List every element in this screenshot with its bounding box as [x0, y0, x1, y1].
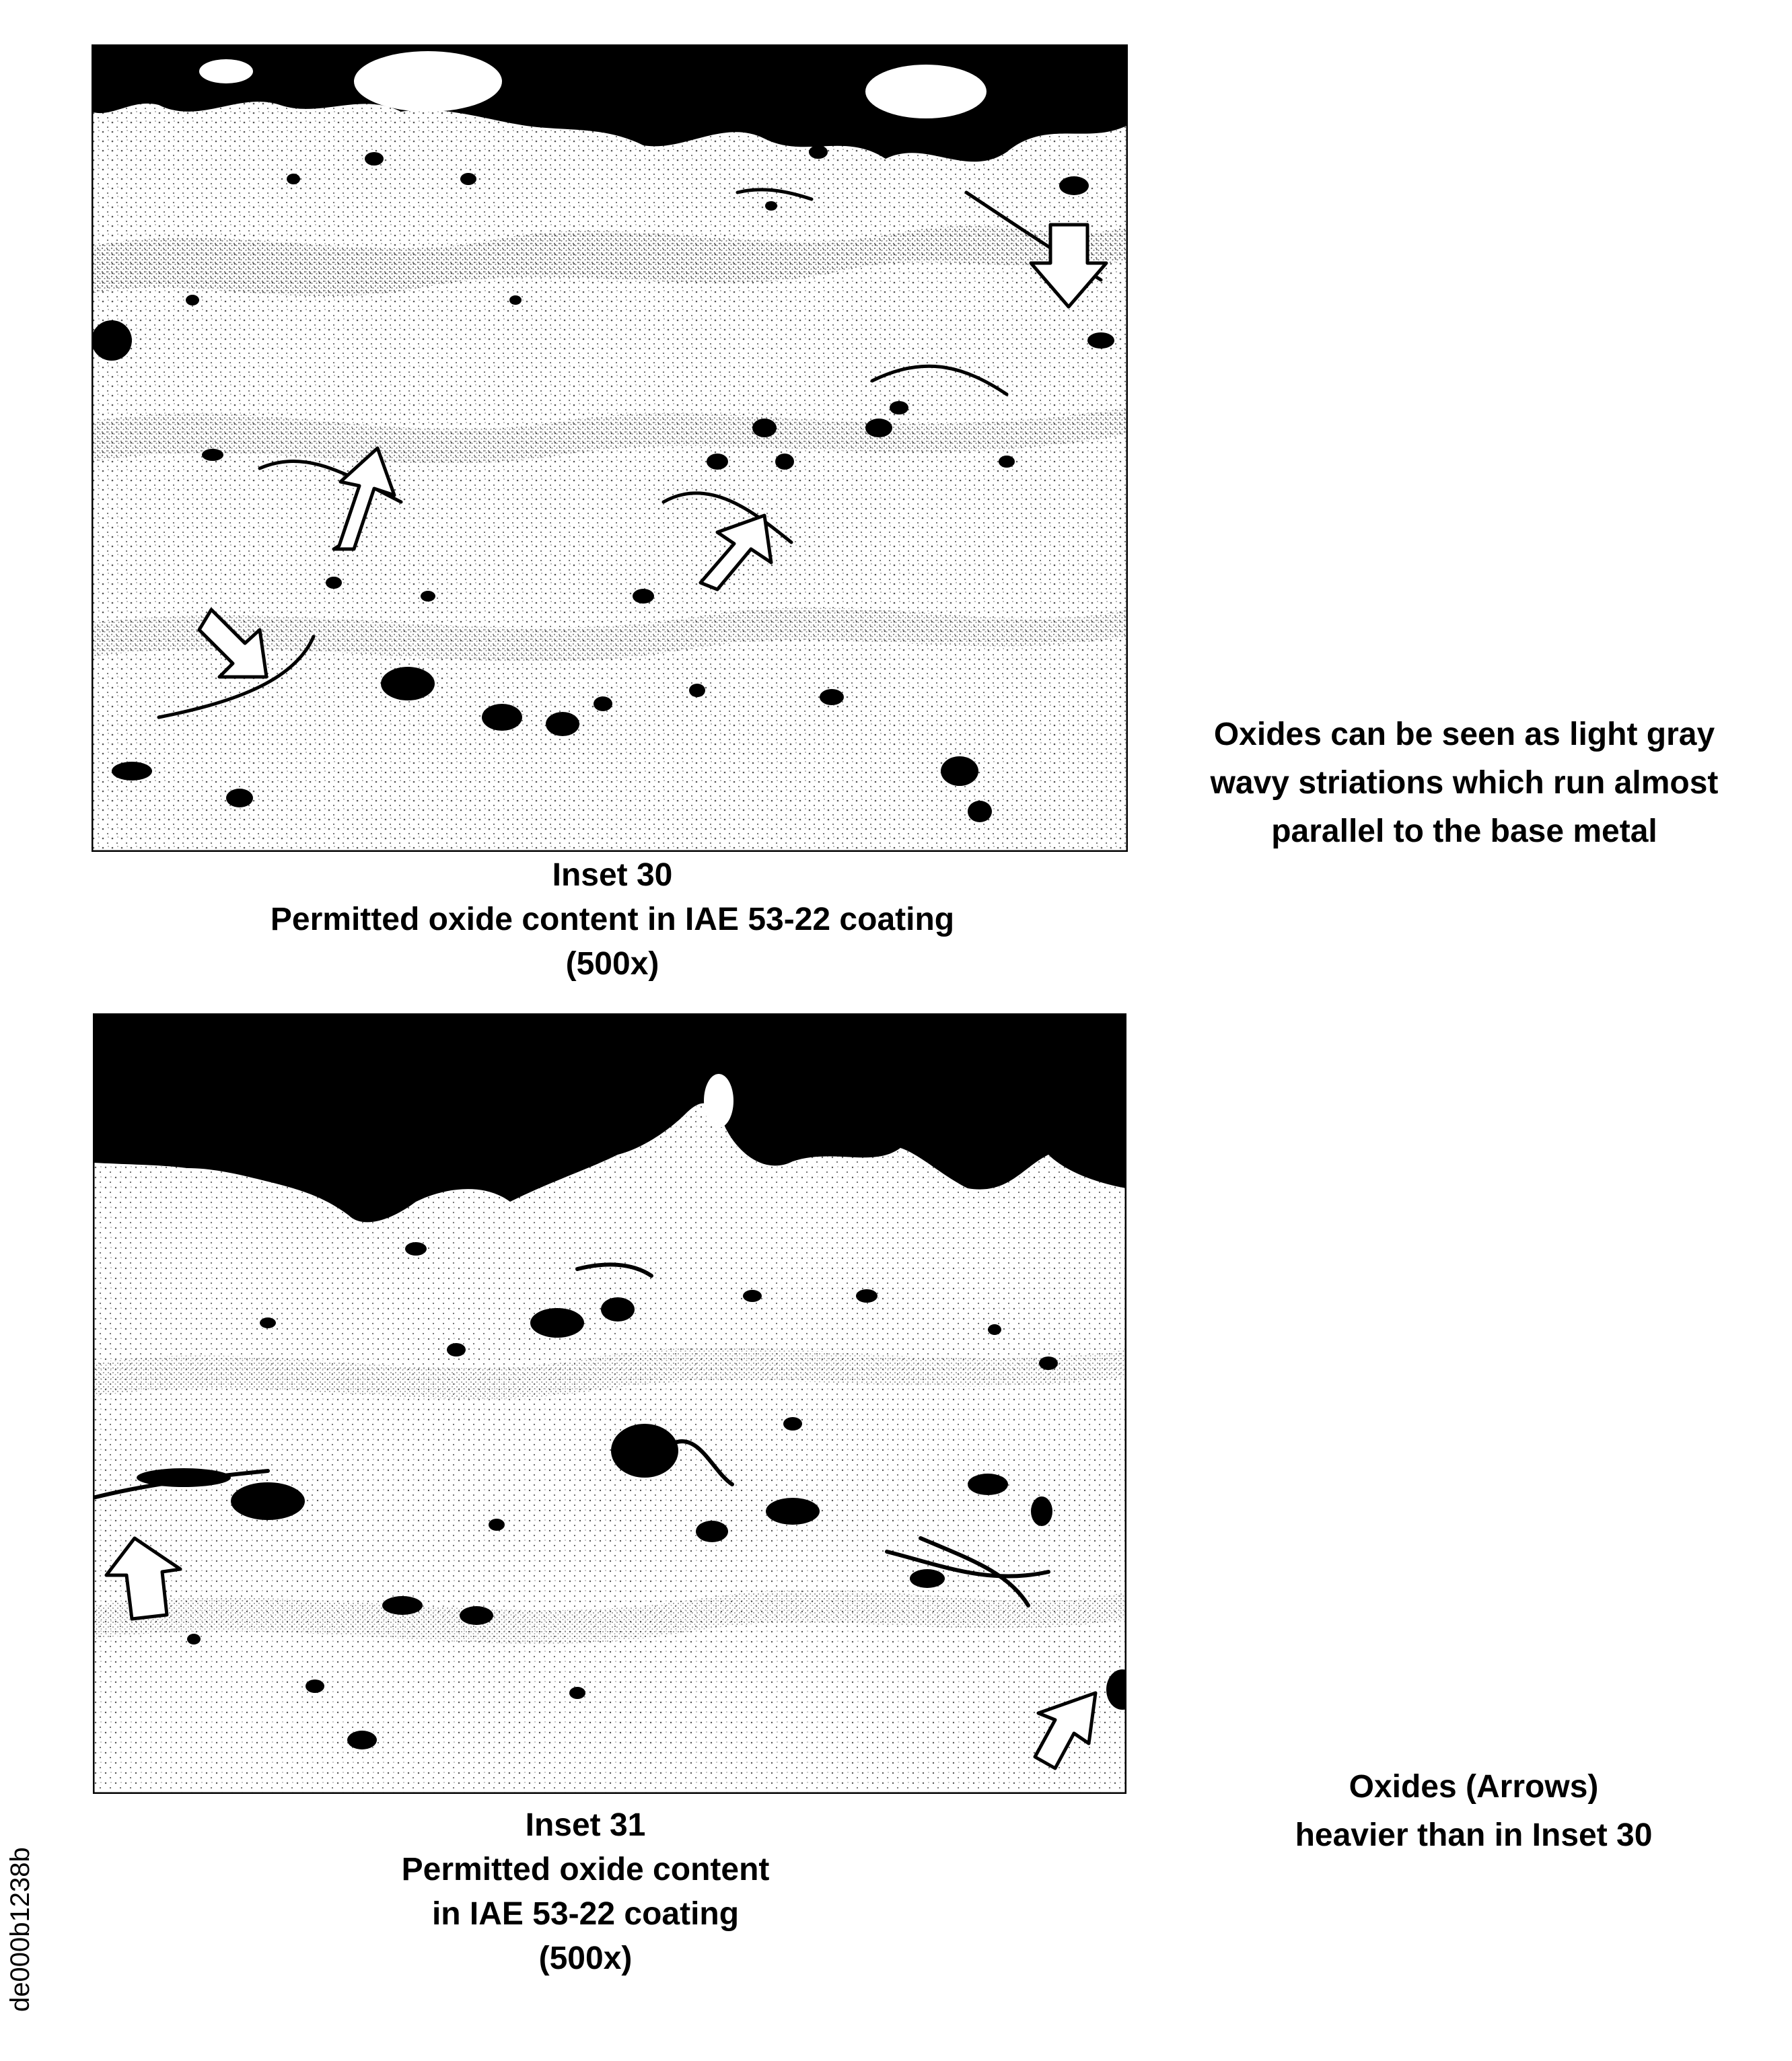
inset-31-title: Inset 31	[525, 1807, 646, 1843]
inset-30-caption	[155, 853, 1070, 986]
inset-31-caption	[296, 1803, 875, 1981]
inset-30-note-line-1: Oxides can be seen as light gray	[1213, 717, 1715, 752]
inset-30-note-line-2: wavy striations which run almost	[1210, 765, 1719, 801]
inset-31-description-line-1: Permitted oxide content	[401, 1852, 770, 1887]
inset-31-magnification: (500x)	[538, 1941, 633, 1976]
inset-30-magnification: (500x)	[565, 946, 659, 982]
inset-30-note-line-3: parallel to the base metal	[1271, 813, 1657, 849]
document-id: de000b1238b	[5, 1847, 35, 2012]
inset-30-title: Inset 30	[552, 857, 673, 893]
inset-30-description: Permitted oxide content in IAE 53-22 coating	[270, 902, 955, 937]
micrograph-inset-30	[92, 44, 1128, 852]
inset-31-note-line-1: Oxides (Arrows)	[1349, 1769, 1599, 1805]
inset-30-note	[1155, 711, 1774, 856]
inset-31-note-line-2: heavier than in Inset 30	[1295, 1817, 1653, 1853]
inset-31-description-line-2: in IAE 53-22 coating	[431, 1896, 740, 1932]
micrograph-inset-31	[93, 1013, 1126, 1794]
inset-31-note	[1198, 1763, 1750, 1860]
